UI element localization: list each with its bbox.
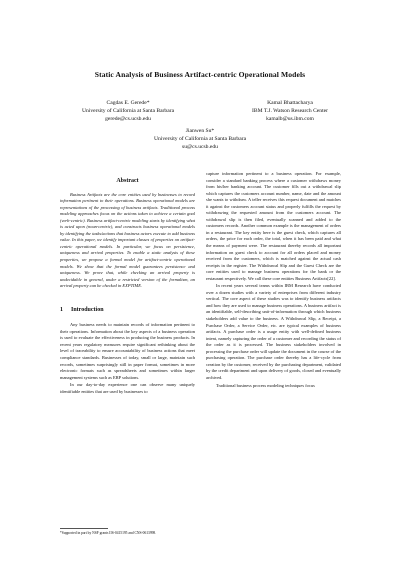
footnote: *Supported in part by NSF grants IIS-0415195 and CNS-0613998. [60,531,157,535]
body-paragraph: In recent years several teams within IBM Research have conducted over a dozen studies with a variety of enterprises from different industry vertical. The core aspect of these studies was to identify business artifacts and how they are used to manage business operations. A business artifact is an identifiable, self-describing unit-of-information through which business stakeholders add value to the business. A Withdrawal Slip, a Receipt, a Purchase Order, a Service Order, etc. are typical examples of business artifacts. A purchase order is a usage entity with well-defined business intent, namely capturing the order of a customer and recording the status of the order as it is processed. The business stakeholders involved in processing the purchase order will update the document in the course of the purchasing operation. The purchase order thereby has a life-cycle from creation by the customer, received by the purchasing department, validated by the credit department and upon delivery of goods, closed and eventually archived. [206,283,341,380]
section-number: 1 [60,306,63,313]
abstract-text: Business Artifacts are the core entities used by businesses to record information pertinent to their operations. Business operational models are representations of the processing of business artifacts. Traditional process modeling approaches focus on the actions taken to achieve a certain goal (verb-centric). Business artifact-centric modeling starts by identifying what is acted upon (noun-centric), and constructs business operational models by identifying the tasks/actions that business actors execute to add business value. In this paper, we identify important classes of properties on artifact-centric operational models. In particular, we focus on persistence, uniqueness and arrival properties. To enable a static analysis of these properties, we propose a formal model for artifact-centric operational models. We show that the formal model guarantees persistence and uniqueness. We prove that, while checking an arrival property is undecidable in general, under a restricted version of the formalism, an arrival property can be checked in EXPTIME. [60,191,195,289]
paper-title: Static Analysis of Business Artifact-centric Operational Models [94,70,306,79]
author-name: Kamal Bhattacharya [267,100,313,106]
author-name: Cagdas E. Gerede* [106,100,150,106]
author-email: kamalb@us.ibm.com [266,116,314,122]
author-affiliation: University of California at Santa Barbara [153,136,247,142]
author-affiliation: IBM T.J. Watson Research Center [252,108,328,114]
section-heading-introduction [60,307,195,314]
intro-paragraph: Any business needs to maintain records of information pertinent to their operations. Information about the key aspects of a business operation is used to evaluate the effectiveness in producing the business products. In recent years regulatory measures require significant rethinking about the level of traceability to ensure accountability of business actions that meet compliance standards. Businesses of today, small or large, maintain such records, sometimes surprisingly still in paper format, sometimes in more electronic formats such as spreadsheets and sometimes within larger management systems such as ERP solutions. [60,322,195,380]
section-title: Introduction [71,306,104,313]
author-email: gerede@cs.ucsb.edu [105,116,151,122]
footnote-divider [60,528,108,529]
abstract-heading: Abstract [116,178,139,184]
right-column [206,171,341,389]
author-email: su@cs.ucsb.edu [182,144,218,150]
author-block-gerede [48,99,208,123]
body-paragraph: Traditional business process modeling techniques focus [216,382,315,388]
author-block-bhattacharya [210,99,370,123]
author-name: Jianwen Su* [185,128,215,134]
intro-paragraph: In our day-to-day experience one can observe many uniquely identifiable entities that are used by businesses to [60,382,195,394]
author-block-su [100,127,300,151]
body-paragraph: capture information pertinent to a business operation. For example, consider a standard banking process where a customer withdraws money from his/her banking account. The customer fills out a withdrawal slip which captures the customers account number, name, date and the amount she wants to withdraw. A teller receives this request document and matches it against the customers account status and properly fulfills the request by withdrawing the requested amount from the customers account. The withdrawal slip is then filed, eventually scanned and added to the customers records. Another common example is the management of orders in a restaurant. The key entity here is the guest check, which captures all orders, the price for each order, the total, when it has been paid and what the means of payment were. The restaurant thereby records all important information on guest check to account for all orders placed and money received from the customers, which is matched against the actual cash receipts in the register. The Withdrawal Slip and the Guest Check are the core entities used to manage business operations for the bank or the restaurant respectively. We call these core entities Business Artifacts[22]. [206,171,341,281]
left-column [60,178,195,395]
author-affiliation: University of California at Santa Barbara [81,108,175,114]
